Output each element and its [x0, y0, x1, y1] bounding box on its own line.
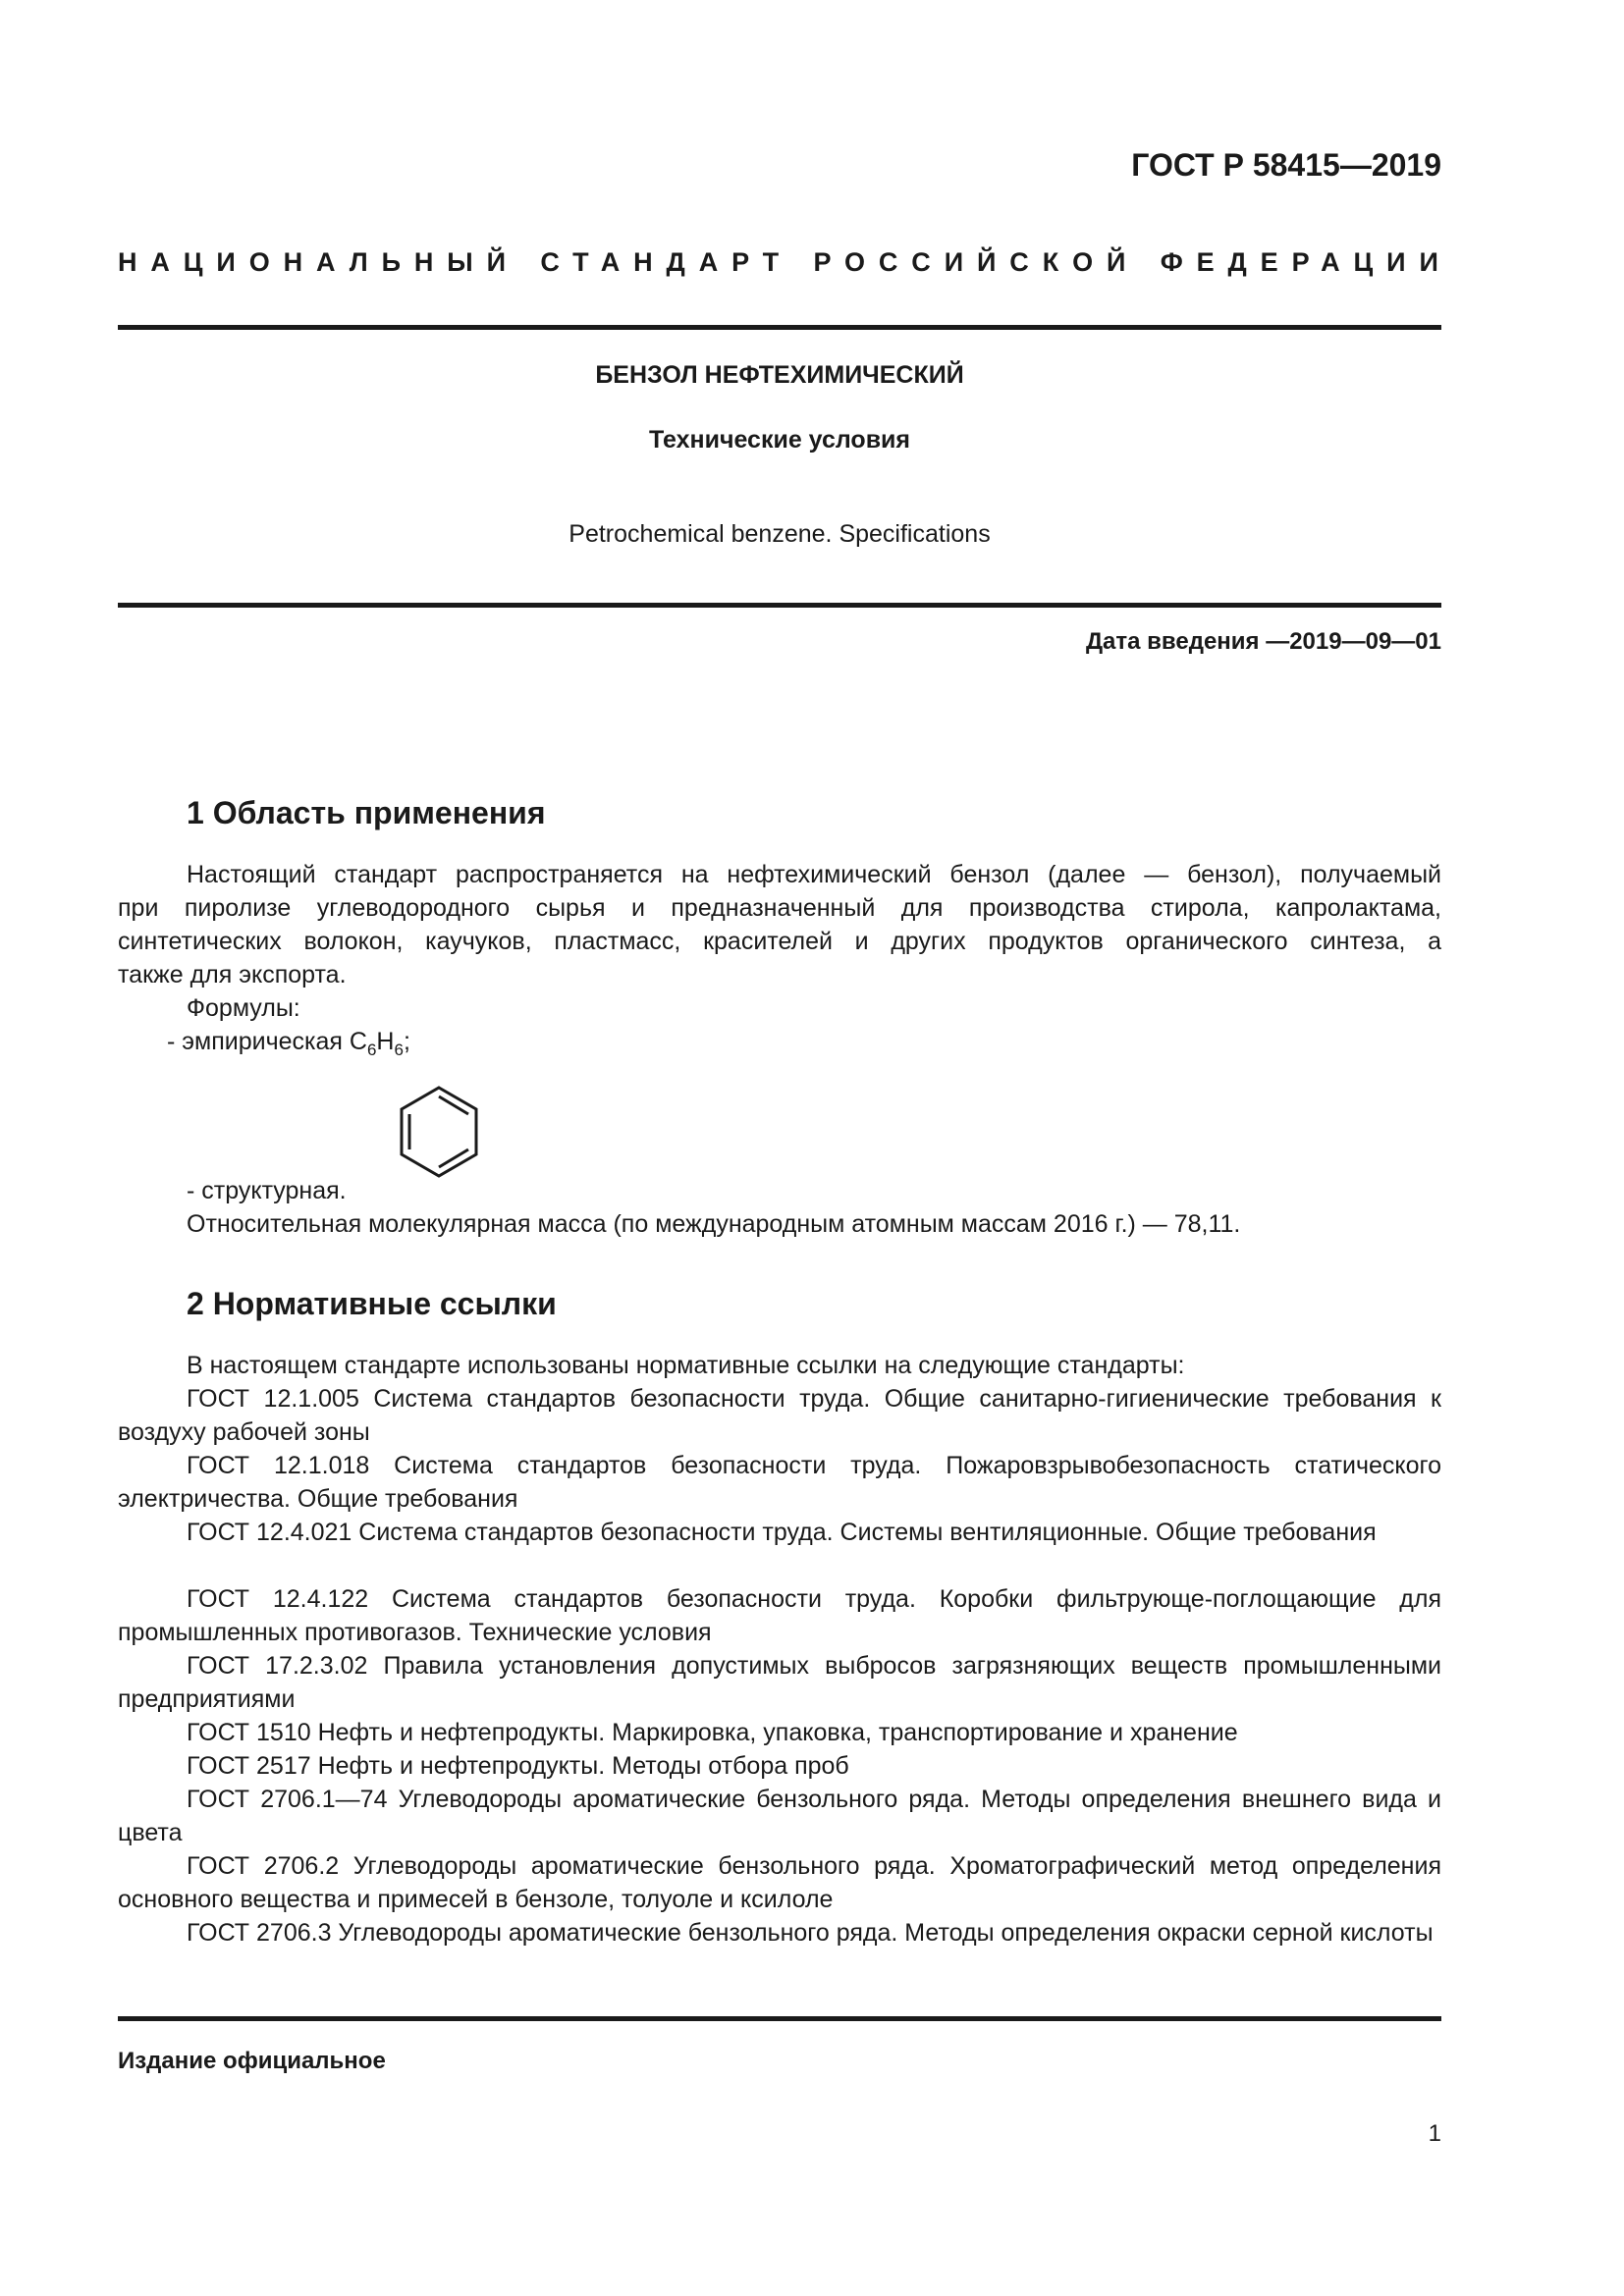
section-1-heading: 1 Область применения — [187, 795, 546, 830]
edition-note: Издание официальное — [118, 2048, 386, 2074]
section-2-intro: В настоящем стандарте использованы нормативные ссылки на следующие стандарты: — [187, 1352, 1185, 1379]
document-subtitle: Технические условия — [648, 426, 911, 454]
benzene-structure-icon — [395, 1084, 483, 1182]
header-rule-bottom — [118, 603, 1441, 608]
document-number: ГОСТ Р 58415—2019 — [1131, 147, 1441, 183]
section-1-para-line-4: также для экспорта. — [118, 961, 347, 988]
reference-item: ГОСТ 2706.1—74 Углеводороды ароматические бензольного ряда. Методы определения внешнего вида и цвета — [118, 1786, 1441, 1846]
page-number: 1 — [1428, 2120, 1441, 2147]
section-1-para-line-3: синтетических волокон, каучуков, пластмасс, красителей и других продуктов органического синтеза, а — [118, 928, 1441, 955]
reference-item: ГОСТ 2517 Нефть и нефтепродукты. Методы отбора проб — [187, 1752, 849, 1780]
reference-item: ГОСТ 12.1.018 Система стандартов безопасности труда. Пожаровзрывобезопасность статического электричества. Общие требования — [118, 1452, 1441, 1513]
reference-item: ГОСТ 12.4.021 Система стандартов безопасности труда. Системы вентиляционные. Общие требования — [187, 1519, 1377, 1546]
reference-item: ГОСТ 2706.2 Углеводороды ароматические бензольного ряда. Хроматографический метод определения основного вещества и примесей в бензоле, толуоле и ксилоле — [118, 1852, 1441, 1913]
reference-item: ГОСТ 1510 Нефть и нефтепродукты. Маркировка, упаковка, транспортирование и хранение — [187, 1719, 1238, 1746]
reference-item: ГОСТ 12.1.005 Система стандартов безопасности труда. Общие санитарно-гигиенические требования к воздуху рабочей зоны — [118, 1385, 1441, 1446]
document-title: БЕНЗОЛ НЕФТЕХИМИЧЕСКИЙ — [595, 361, 964, 389]
introduction-date: Дата введения —2019—09—01 — [1085, 628, 1441, 655]
national-standard-heading: НАЦИОНАЛЬНЫЙ СТАНДАРТ РОССИЙСКОЙ ФЕДЕРАЦИИ — [118, 247, 1452, 277]
section-2-heading: 2 Нормативные ссылки — [187, 1286, 557, 1321]
reference-item: ГОСТ 17.2.3.02 Правила установления допустимых выбросов загрязняющих веществ промышленными предприятиями — [118, 1652, 1441, 1713]
reference-item: ГОСТ 12.4.122 Система стандартов безопасности труда. Коробки фильтрующе-поглощающие для промышленных противогазов. Технические условия — [118, 1585, 1441, 1646]
footer-rule — [118, 2016, 1441, 2021]
structural-label: - структурная. — [187, 1177, 347, 1204]
molecular-mass: Относительная молекулярная масса (по международным атомным массам 2016 г.) — 78,11. — [187, 1210, 1241, 1238]
reference-item: ГОСТ 2706.3 Углеводороды ароматические бензольного ряда. Методы определения окраски серной кислоты — [187, 1919, 1434, 1947]
header-rule-top — [118, 325, 1441, 330]
english-title: Petrochemical benzene. Specifications — [568, 520, 991, 548]
section-1-para-line-2: при пиролизе углеводородного сырья и предназначенный для производства стирола, капролактама, — [118, 894, 1441, 922]
section-1-para-line-1: Настоящий стандарт распространяется на нефтехимический бензол (далее — бензол), получаемый — [187, 861, 1441, 888]
empirical-formula: - эмпирическая $C_6H_6$; — [167, 1028, 410, 1059]
formulas-label: Формулы: — [187, 994, 300, 1022]
